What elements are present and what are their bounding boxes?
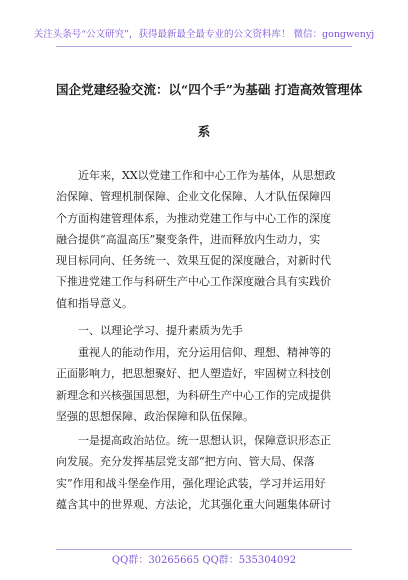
section-heading	[56, 320, 352, 341]
paragraph-line: 近年来，XX以党建工作和中心工作为基体，从思想政	[78, 169, 336, 182]
paragraph-line: 蕴含其中的世界观、方法论，尤其强化重大问题集体研讨	[56, 497, 331, 511]
paragraph-line: 值和指导意义。	[56, 296, 133, 310]
paragraph-line: 实”作用和战斗堡垒作用，强化理论武装，学习并运用好	[56, 476, 326, 490]
body-paragraph	[56, 430, 352, 515]
paragraph-line: 融合提供“高温高压”聚变条件，进而释放内生动力，实	[56, 232, 321, 246]
paragraph-line: 正面影响力，把思想聚好、把人塑造好，牢固树立科技创	[56, 367, 331, 381]
section-heading-text: 一、以理论学习、提升素质为先手	[78, 324, 243, 337]
paragraph-line: 一是提高政治站位。统一思想认识，保障意识形态正	[78, 434, 331, 447]
paragraph-line: 现目标同向、任务统一、效果互促的深度融合，对新时代	[56, 254, 331, 268]
document-title-line-1: 国企党建经验交流：以“四个手”为基础 打造高效管理体	[56, 82, 363, 97]
body-paragraph-intro	[56, 165, 352, 314]
header-note: 关注头条号“公文研究”，获得最新最全最专业的公文资料库！ 微信：gongwenyj	[33, 29, 375, 40]
footer-note: QQ群：30265665 QQ群：535304092	[111, 555, 297, 566]
body-paragraph	[56, 342, 352, 427]
paragraph-line: 治保障、管理机制保障、企业文化保障、人才队伍保障四	[56, 190, 331, 204]
footer-divider	[56, 549, 352, 550]
paragraph-line: 下推进党建工作与科研生产中心工作深度融合具有实践价	[56, 275, 331, 289]
paragraph-line: 新理念和兴核强国思想，为科研生产中心工作的完成提供	[56, 388, 331, 402]
header-divider	[56, 46, 352, 47]
paragraph-line: 重视人的能动作用，充分运用信仰、理想、精神等的	[78, 346, 331, 359]
paragraph-line: 向发展。充分发挥基层党支部“把方向、管大局、保落	[56, 455, 315, 469]
document-title-line-2: 系	[197, 124, 211, 139]
paragraph-line: 个方面构建管理体系，为推动党建工作与中心工作的深度	[56, 211, 331, 225]
paragraph-line: 坚强的思想保障、政治保障和队伍保障。	[56, 409, 254, 423]
